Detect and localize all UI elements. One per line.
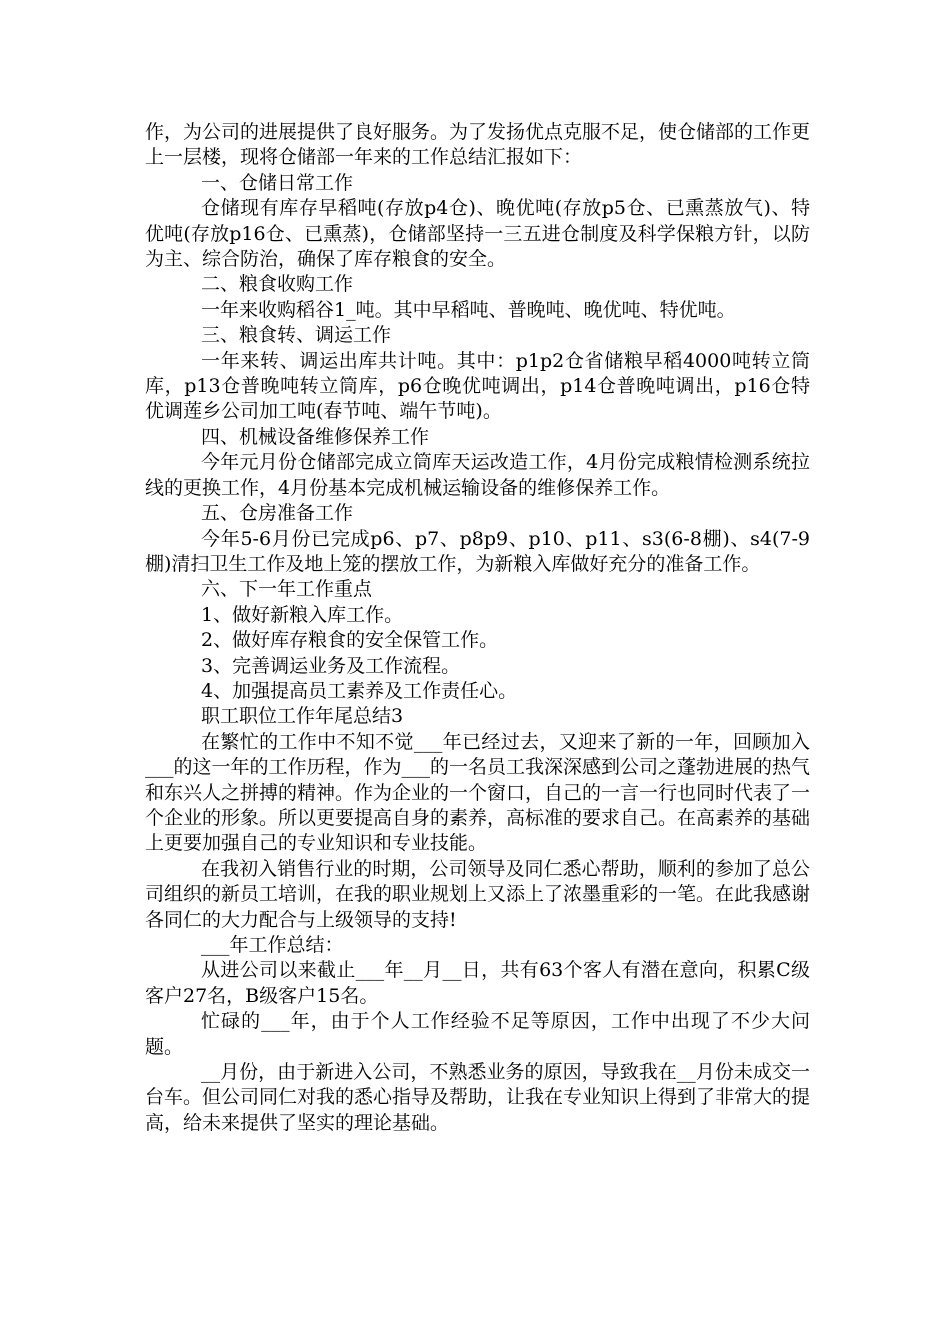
section-heading-daily-storage: 一、仓储日常工作 bbox=[201, 171, 354, 194]
paragraph-sales-start: 在我初入销售行业的时期，公司领导及同仁悉心帮助，顺利的参加了总公司组织的新员工培训，在我的职业规划上又添上了浓墨重彩的一笔。在此我感谢各同仁的大力配合与上级领导的支持! bbox=[145, 857, 811, 931]
paragraph-intro-continued: 作，为公司的进展提供了良好服务。为了发扬优点克服不足，使仓储部的工作更上一层楼，现将仓储部一年来的工作总结汇报如下： bbox=[145, 121, 811, 169]
list-item: 2、做好库存粮食的安全保管工作。 bbox=[201, 629, 499, 652]
section-heading-next-year-focus: 六、下一年工作重点 bbox=[201, 578, 373, 601]
paragraph-grain-purchase: 一年来收购稻谷1_吨。其中早稻吨、普晚吨、晚优吨、特优吨。 bbox=[201, 298, 736, 321]
section-heading-summary-3: 职工职位工作年尾总结3 bbox=[201, 705, 404, 728]
section-heading-grain-transfer: 三、粮食转、调运工作 bbox=[201, 324, 392, 347]
paragraph-grain-transfer: 一年来转、调运出库共计吨。其中：p1p2仓省储粮早稻4000吨转立筒库，p13仓普晚吨转立筒库，p6仓晚优吨调出，p14仓普晚吨调出，p16仓特优调莲乡公司加工吨(春节吨、端午节吨)。 bbox=[145, 349, 810, 423]
list-item: 3、完善调运业务及工作流程。 bbox=[201, 654, 461, 677]
paragraph-customers: 从进公司以来截止___年__月__日，共有63个客人有潜在意向，积累C级客户27名，B级客户15名。 bbox=[145, 959, 810, 1007]
section-heading-grain-purchase: 二、粮食收购工作 bbox=[201, 273, 354, 296]
list-item: 1、做好新粮入库工作。 bbox=[201, 603, 404, 626]
paragraph-daily-storage: 仓储现有库存早稻吨(存放p4仓)、晚优吨(存放p5仓、已熏蒸放气)、特优吨(存放p16仓、已熏蒸)，仓储部坚持一三五进仓制度及科学保粮方针，以防为主、综合防治，确保了库存粮食的安全。 bbox=[145, 197, 810, 271]
paragraph-warehouse-prep: 今年5-6月份已完成p6、p7、p8p9、p10、p11、s3(6-8棚)、s4(7-9棚)清扫卫生工作及地上笼的摆放工作，为新粮入库做好充分的准备工作。 bbox=[145, 527, 810, 575]
section-heading-warehouse-prep: 五、仓房准备工作 bbox=[201, 502, 354, 525]
list-item: 4、加强提高员工素养及工作责任心。 bbox=[201, 679, 518, 702]
section-heading-equipment-maintenance: 四、机械设备维修保养工作 bbox=[201, 425, 430, 448]
document-body bbox=[145, 120, 810, 1136]
paragraph-busy-work: 在繁忙的工作中不知不觉___年已经过去，又迎来了新的一年，回顾加入___的这一年的工作历程，作为___的一名员工我深深感到公司之蓬勃进展的热气和东兴人之拼搏的精神。作为企业的一个窗口，自己的一言一行也同时代表了一个企业的形象。所以更要提高自身的素养，高标准的要求自己。在高素养的基础上更要加强自己的专业知识和专业技能。 bbox=[145, 730, 811, 855]
paragraph-month-review: __月份，由于新进入公司，不熟悉业务的原因，导致我在__月份未成交一台车。但公司同仁对我的悉心指导及帮助，让我在专业知识上得到了非常大的提高，给未来提供了坚实的理论基础。 bbox=[145, 1061, 811, 1134]
paragraph-equipment-maintenance: 今年元月份仓储部完成立筒库天运改造工作，4月份完成粮情检测系统拉线的更换工作，4月份基本完成机械运输设备的维修保养工作。 bbox=[145, 451, 810, 499]
section-heading-year-summary: ___年工作总结： bbox=[201, 934, 344, 956]
paragraph-problems: 忙碌的___年，由于个人工作经验不足等原因，工作中出现了不少大问题。 bbox=[145, 1010, 810, 1058]
